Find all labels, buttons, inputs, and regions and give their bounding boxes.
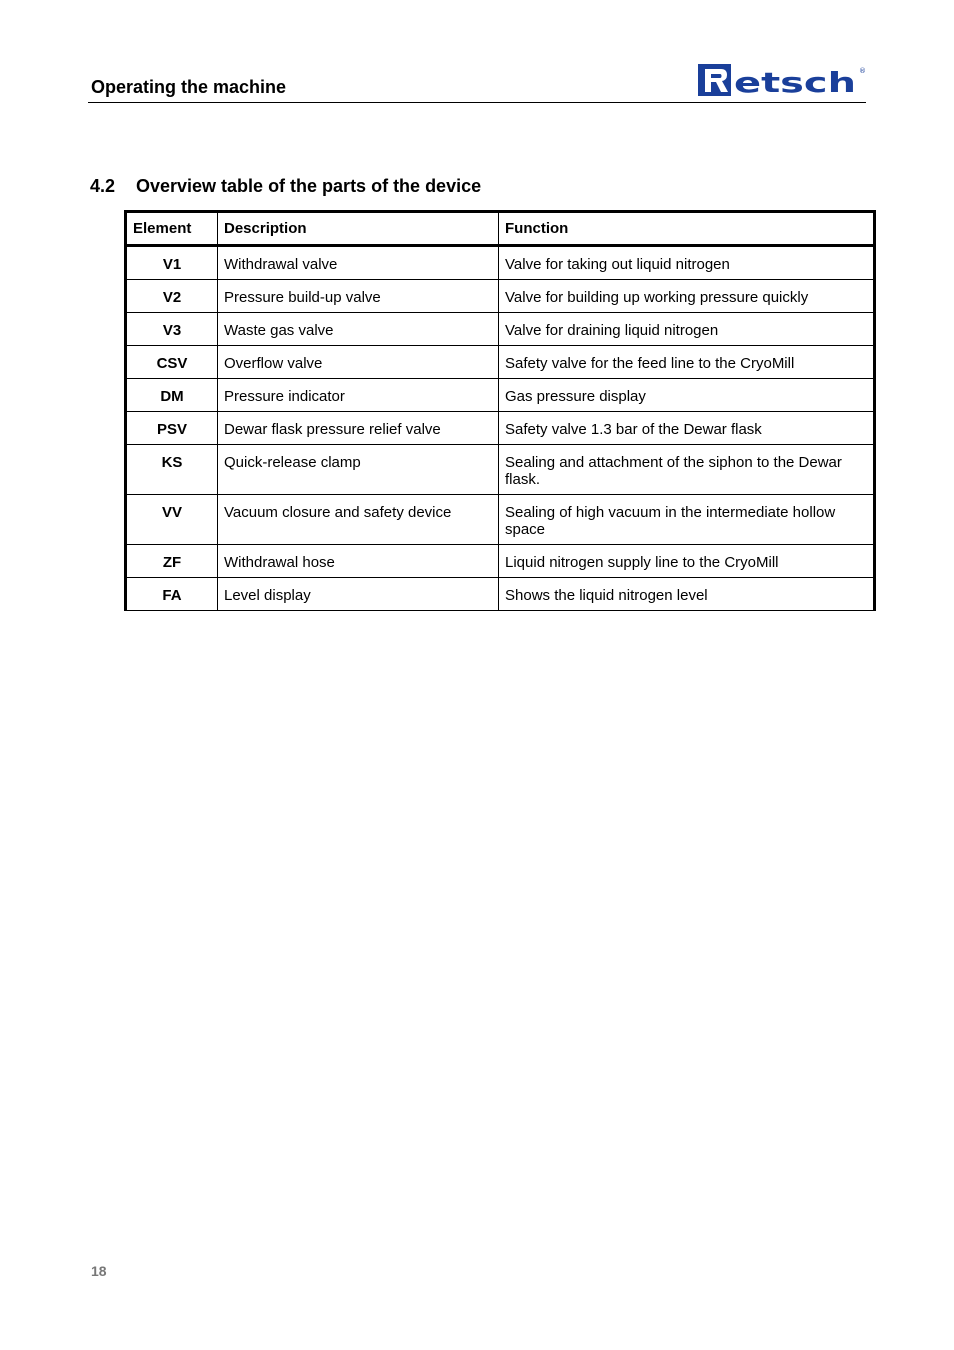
element-cell: ZF bbox=[126, 545, 218, 578]
parts-overview-table bbox=[124, 210, 876, 611]
description-cell: Vacuum closure and safety device bbox=[218, 495, 499, 545]
element-cell: VV bbox=[126, 495, 218, 545]
svg-text:®: ® bbox=[859, 67, 866, 75]
description-cell: Pressure indicator bbox=[218, 379, 499, 412]
description-cell: Quick-release clamp bbox=[218, 445, 499, 495]
function-cell: Safety valve for the feed line to the CryoMill bbox=[499, 346, 875, 379]
column-header-function: Function bbox=[499, 212, 875, 246]
table-row bbox=[126, 445, 875, 495]
element-cell: DM bbox=[126, 379, 218, 412]
table-row bbox=[126, 346, 875, 379]
table-row bbox=[126, 313, 875, 346]
section-number: 4.2 bbox=[90, 176, 116, 196]
element-cell: KS bbox=[126, 445, 218, 495]
header-divider bbox=[88, 102, 866, 103]
table-row bbox=[126, 412, 875, 445]
svg-text:etsch: etsch bbox=[734, 66, 856, 98]
column-header-description: Description bbox=[218, 212, 499, 246]
function-cell: Valve for taking out liquid nitrogen bbox=[499, 246, 875, 280]
description-cell: Withdrawal hose bbox=[218, 545, 499, 578]
section-title: Overview table of the parts of the device bbox=[136, 176, 482, 196]
function-cell: Liquid nitrogen supply line to the CryoMill bbox=[499, 545, 875, 578]
table-row bbox=[126, 379, 875, 412]
element-cell: CSV bbox=[126, 346, 218, 379]
function-cell: Sealing of high vacuum in the intermediate hollow space bbox=[499, 495, 875, 545]
table-row bbox=[126, 578, 875, 611]
description-cell: Overflow valve bbox=[218, 346, 499, 379]
description-cell: Dewar flask pressure relief valve bbox=[218, 412, 499, 445]
function-cell: Valve for draining liquid nitrogen bbox=[499, 313, 875, 346]
function-cell: Valve for building up working pressure quickly bbox=[499, 280, 875, 313]
description-cell: Withdrawal valve bbox=[218, 246, 499, 280]
function-cell: Sealing and attachment of the siphon to the Dewar flask. bbox=[499, 445, 875, 495]
column-header-element: Element bbox=[126, 212, 218, 246]
function-cell: Gas pressure display bbox=[499, 379, 875, 412]
section-heading bbox=[90, 176, 481, 197]
element-cell: V1 bbox=[126, 246, 218, 280]
element-cell: FA bbox=[126, 578, 218, 611]
description-cell: Level display bbox=[218, 578, 499, 611]
table-row bbox=[126, 545, 875, 578]
function-cell: Shows the liquid nitrogen level bbox=[499, 578, 875, 611]
retsch-logo bbox=[697, 62, 867, 98]
element-cell: PSV bbox=[126, 412, 218, 445]
table-header-row bbox=[126, 212, 875, 246]
element-cell: V2 bbox=[126, 280, 218, 313]
element-cell: V3 bbox=[126, 313, 218, 346]
table-row bbox=[126, 495, 875, 545]
table-row bbox=[126, 246, 875, 280]
description-cell: Waste gas valve bbox=[218, 313, 499, 346]
description-cell: Pressure build-up valve bbox=[218, 280, 499, 313]
header-title: Operating the machine bbox=[91, 77, 287, 97]
function-cell: Safety valve 1.3 bar of the Dewar flask bbox=[499, 412, 875, 445]
table-row bbox=[126, 280, 875, 313]
page-number: 18 bbox=[91, 1263, 107, 1279]
